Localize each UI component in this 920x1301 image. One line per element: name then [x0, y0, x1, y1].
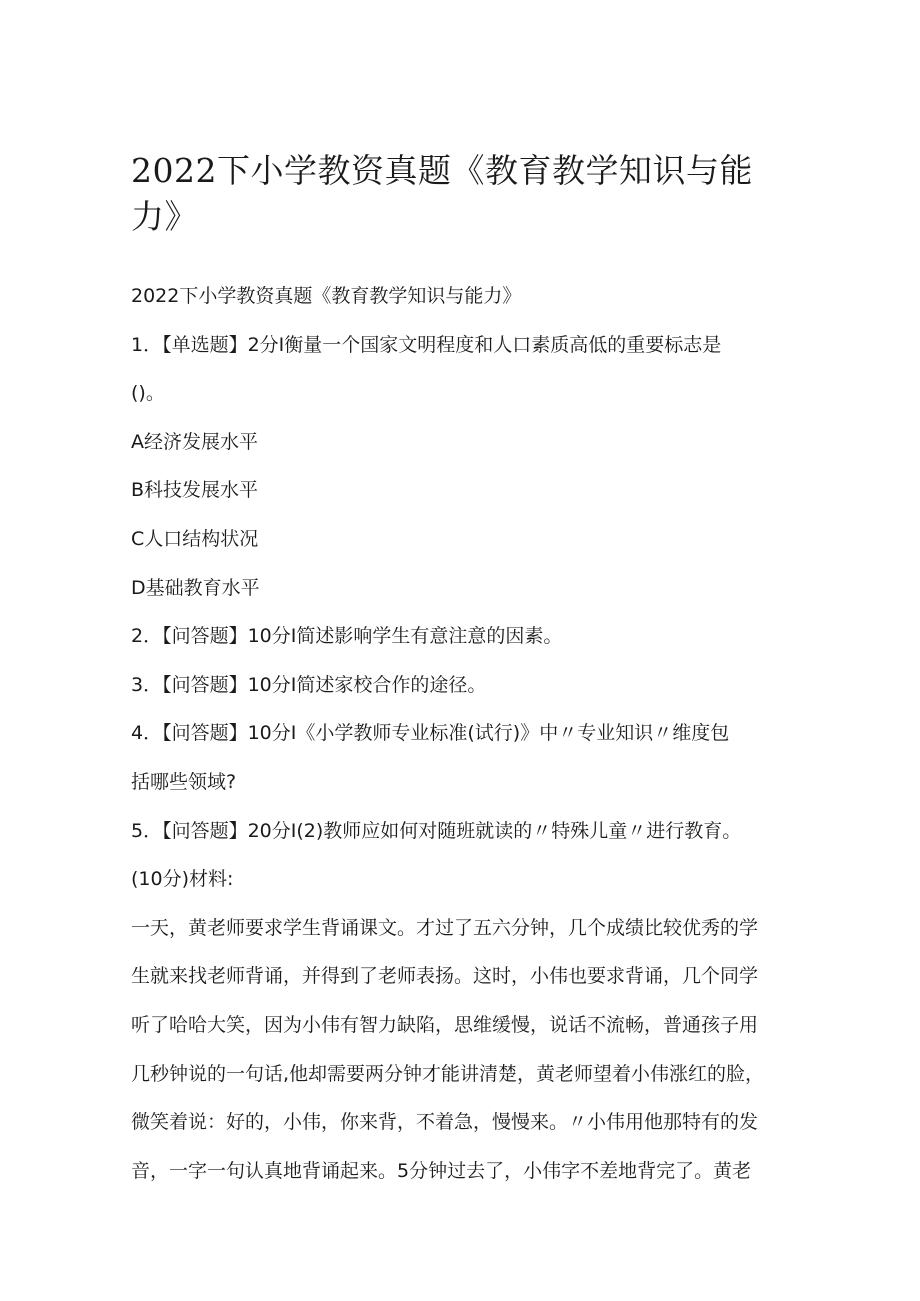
material-line-4: 几秒钟说的一句话,他却需要两分钟才能讲清楚，黄老师望着小伟涨红的脸， [131, 1062, 765, 1085]
option-d: D基础教育水平 [131, 576, 260, 599]
question-1-line-1: 1．【单选题】2分I衡量一个国家文明程度和人口素质高低的重要标志是 [131, 333, 722, 356]
material-line-6: 音，一字一句认真地背诵起来。5分钟过去了，小伟字不差地背完了。黄老 [131, 1159, 752, 1182]
title-line-1: 2022下小学教资真题《教育教学知识与能 [131, 151, 753, 190]
document-body [131, 272, 811, 1195]
question-4-line-1: 4．【问答题】10分I《小学教师专业标准(试行)》中〃专业知识〃维度包 [131, 722, 730, 745]
question-4-line-2: 括哪些领域? [131, 770, 237, 793]
question-1-line-2: ()。 [131, 382, 165, 405]
question-5-line-2: (10分)材料: [131, 868, 234, 891]
question-3: 3．【问答题】10分I简述家校合作的途径。 [131, 673, 487, 696]
material-line-1: 一天，黄老师要求学生背诵课文。才过了五六分钟，几个成绩比较优秀的学 [131, 916, 759, 939]
subtitle-line: 2022下小学教资真题《教育教学知识与能力》 [131, 285, 522, 307]
material-line-2: 生就来找老师背诵，并得到了老师表扬。这时，小伟也要求背诵，几个同学 [131, 965, 759, 988]
material-line-3: 听了哈哈大笑，因为小伟有智力缺陷，思维缓慢，说话不流畅，普通孩子用 [131, 1013, 759, 1036]
option-b: B科技发展水平 [131, 479, 259, 502]
option-a: A经济发展水平 [131, 430, 258, 453]
question-5-line-1: 5．【问答题】20分I(2)教师应如何对随班就读的〃特殊儿童〃进行教育。 [131, 819, 742, 842]
option-c: C人口结构状况 [131, 527, 259, 550]
question-2: 2．【问答题】10分I简述影响学生有意注意的因素。 [131, 625, 563, 648]
material-paragraph [131, 904, 811, 1196]
title-line-2: 力》 [131, 197, 198, 236]
material-line-5: 微笑着说：好的，小伟，你来背，不着急，慢慢来。〃小伟用他那特有的发 [131, 1111, 759, 1134]
document-title [131, 148, 781, 240]
